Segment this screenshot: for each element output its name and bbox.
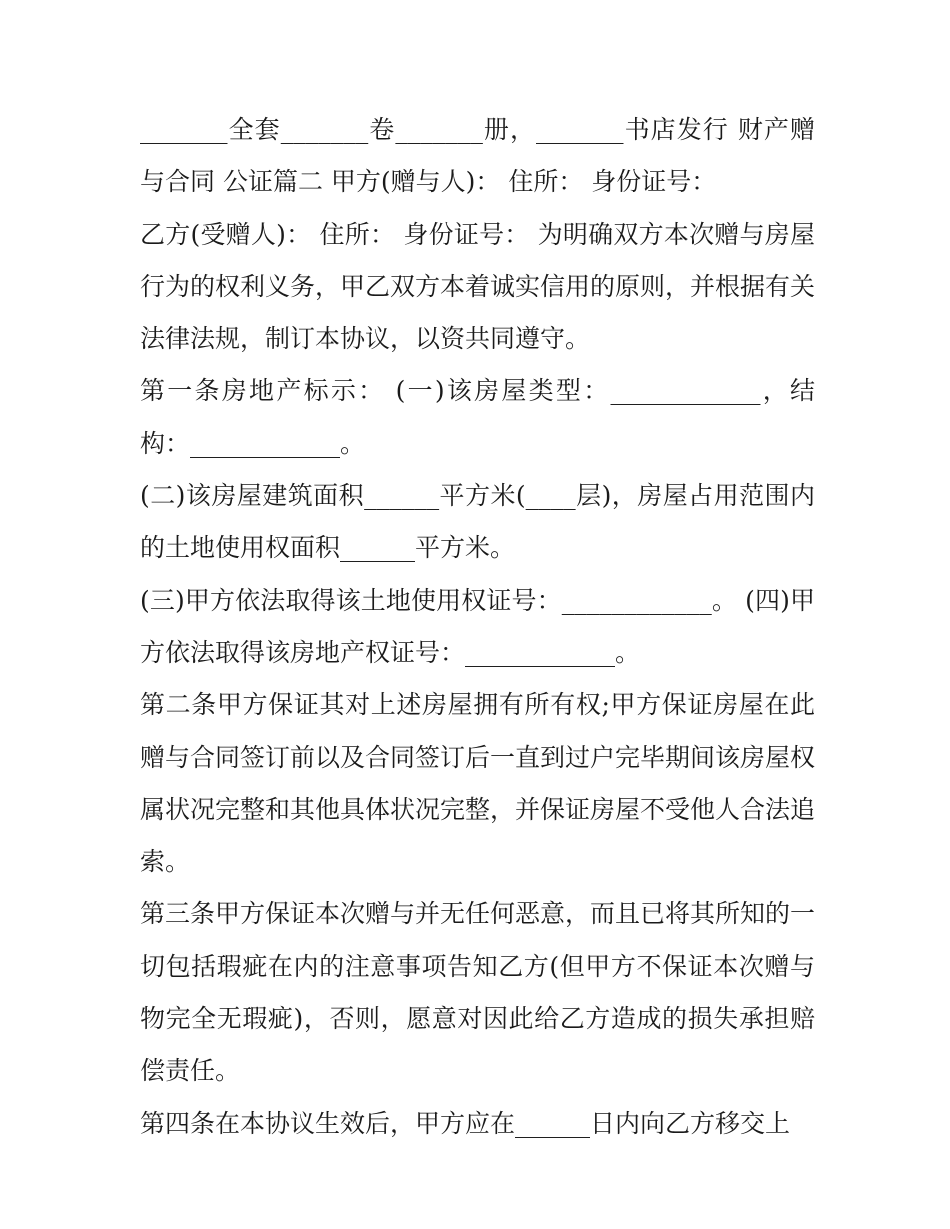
paragraph-parties: 乙方(受赠人)： 住所： 身份证号： 为明确双方本次赠与房屋行为的权利义务，甲乙双方本着诚实信用的原则，并根据有关法律法规，制订本协议，以资共同遵守。 — [140, 219, 816, 354]
paragraph-article-3: 第三条甲方保证本次赠与并无任何恶意，而且已将其所知的一切包括瑕疵在内的注意事项告知乙方(但甲方不保证本次赠与物完全无瑕疵)，否则，愿意对因此给乙方造成的损失承担赔偿责任。 — [140, 899, 816, 1086]
paragraph-article-4: 第四条在本协议生效后，甲方应在______日内向乙方移交上 — [140, 1108, 791, 1138]
document-body — [140, 104, 815, 1150]
paragraph-article-1-area: (二)该房屋建筑面积______平方米(____层)，房屋占用范围内的土地使用权面积______平方米。 — [140, 481, 815, 563]
paragraph-article-1-certificates: (三)甲方依法取得该土地使用权证号：____________。 (四)甲方依法取得该房地产权证号：____________。 — [140, 585, 815, 667]
paragraph-article-2: 第二条甲方保证其对上述房屋拥有所有权;甲方保证房屋在此赠与合同签订前以及合同签订后一直到过户完毕期间该房屋权属状况完整和其他具体状况完整，并保证房屋不受他人合法追索。 — [140, 690, 816, 877]
paragraph-intro: _______全套_______卷_______册，_______书店发行 财产赠与合同 公证篇二 甲方(赠与人)： 住所： 身份证号： — [140, 115, 815, 197]
paragraph-article-1: 第一条房地产标示： (一)该房屋类型：____________，结构：____________。 — [140, 376, 815, 458]
